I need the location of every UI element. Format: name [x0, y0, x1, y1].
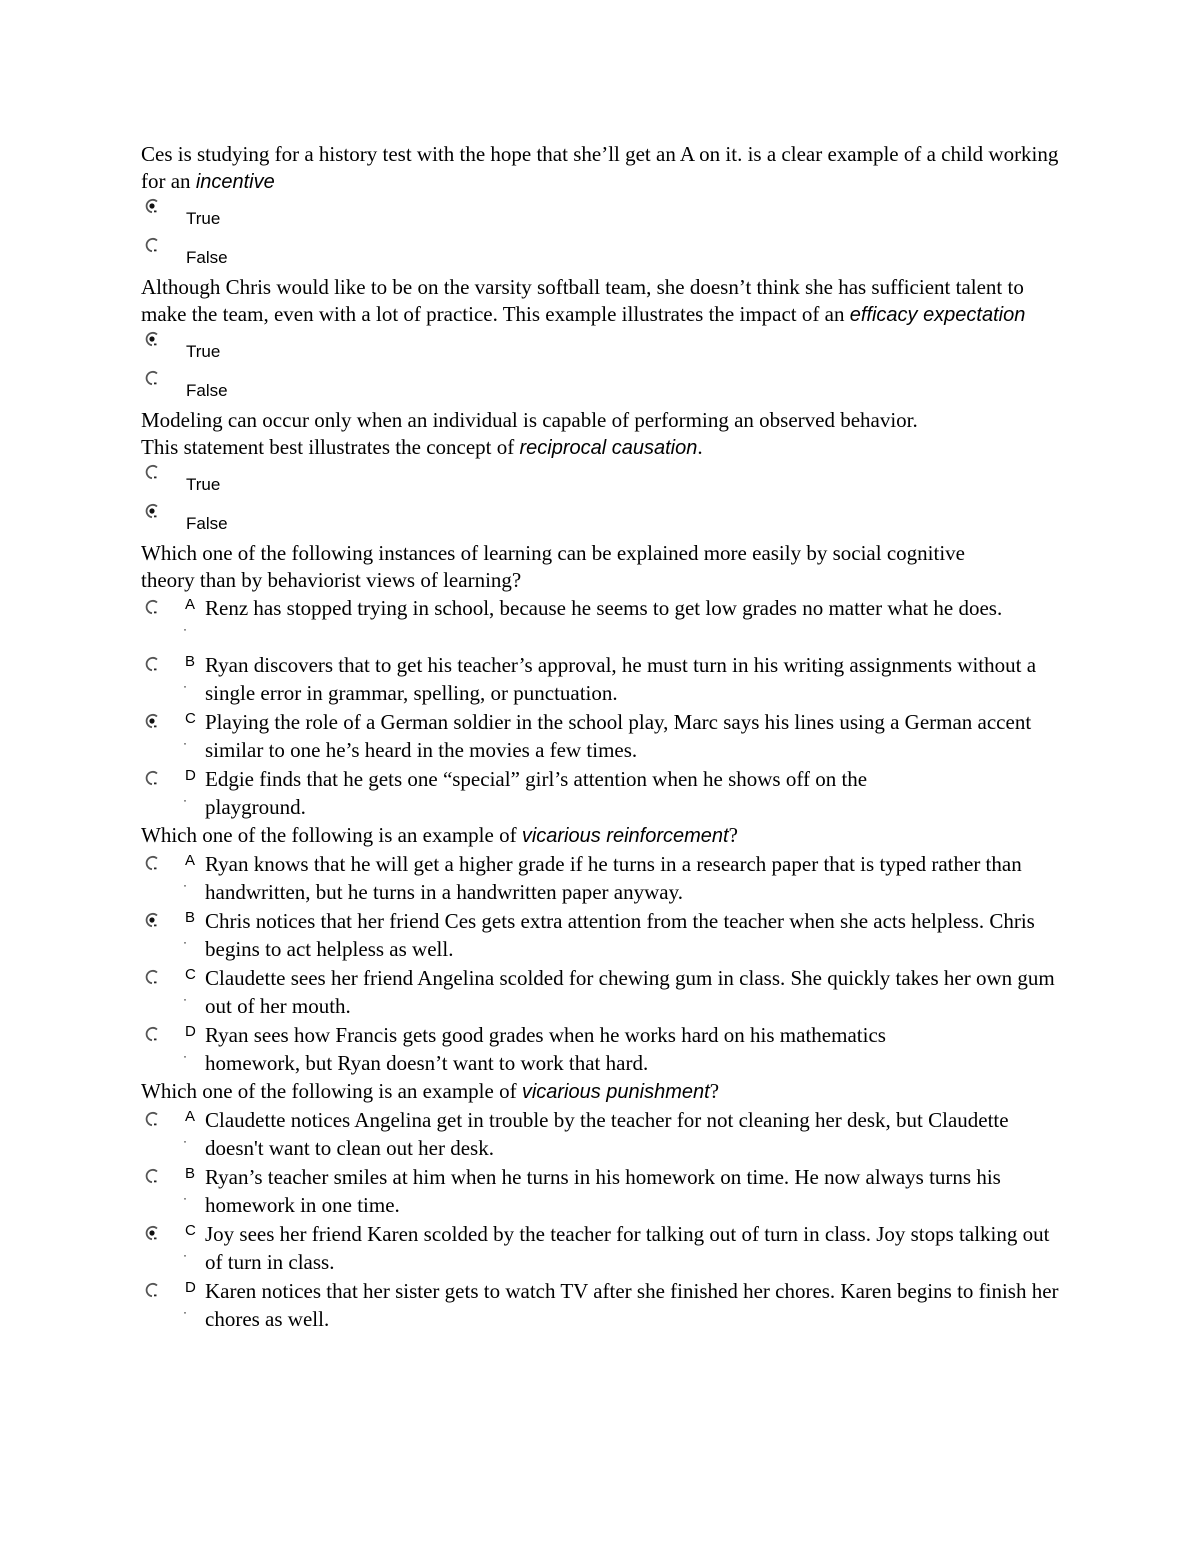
- option-c[interactable]: [141, 964, 1061, 1020]
- question-4: [141, 540, 1061, 821]
- option-d[interactable]: [141, 765, 1061, 821]
- question-text: [141, 274, 1061, 329]
- question-stem: Ces is studying for a history test with the hope that she’ll get an A on it. is a clear example of a child working for an: [141, 142, 1059, 193]
- option-true[interactable]: [141, 329, 1061, 368]
- option-false[interactable]: [141, 501, 1061, 540]
- option-label: True: [186, 475, 221, 494]
- radio-button-icon[interactable]: [143, 330, 161, 348]
- question-stem-end: .: [697, 435, 703, 459]
- option-letter: D: [185, 1023, 196, 1040]
- radio-button-icon[interactable]: [143, 1025, 161, 1043]
- radio-button-icon[interactable]: [143, 369, 161, 387]
- option-text: Joy sees her friend Karen scolded by the teacher for talking out of turn in class. Joy stops talking out of turn in class.: [205, 1222, 1050, 1274]
- option-text: Playing the role of a German soldier in the school play, Marc says his lines using a German accent similar to one he’s heard in the movies a few times.: [205, 710, 1032, 762]
- radio-button-icon[interactable]: [143, 655, 161, 673]
- option-false[interactable]: [141, 235, 1061, 274]
- option-marker: ·: [183, 1134, 187, 1148]
- option-text: Ryan discovers that to get his teacher’s approval, he must turn in his writing assignments without a single error in grammar, spelling, or punctuation.: [205, 653, 1037, 705]
- option-d[interactable]: [141, 1277, 1061, 1333]
- radio-button-icon[interactable]: [143, 769, 161, 787]
- option-b[interactable]: [141, 651, 1061, 707]
- option-marker: ·: [183, 622, 187, 636]
- option-a[interactable]: [141, 850, 1061, 906]
- option-label: False: [186, 248, 228, 267]
- question-6: [141, 1078, 1061, 1333]
- radio-button-icon[interactable]: [143, 1281, 161, 1299]
- option-marker: ·: [183, 935, 187, 949]
- option-c[interactable]: [141, 708, 1061, 764]
- option-text: Edgie finds that he gets one “special” girl’s attention when he shows off on the playground.: [205, 767, 868, 819]
- option-label: False: [186, 381, 228, 400]
- question-stem: Which one of the following is an example of: [141, 1079, 522, 1103]
- option-text: Ryan’s teacher smiles at him when he turns in his homework on time. He now always turns his homework in one time.: [205, 1165, 1001, 1217]
- option-marker: ·: [183, 793, 187, 807]
- radio-button-icon[interactable]: [143, 854, 161, 872]
- option-letter: C: [185, 710, 196, 727]
- radio-button-icon[interactable]: [143, 911, 161, 929]
- question-5: [141, 822, 1061, 1077]
- question-1: [141, 141, 1061, 274]
- radio-button-icon[interactable]: [143, 236, 161, 254]
- option-c[interactable]: [141, 1220, 1061, 1276]
- option-letter: B: [185, 653, 196, 670]
- option-label: True: [186, 209, 221, 228]
- radio-button-icon[interactable]: [143, 598, 161, 616]
- option-letter: D: [185, 1279, 196, 1296]
- radio-button-icon[interactable]: [143, 463, 161, 481]
- radio-button-icon[interactable]: [143, 502, 161, 520]
- option-letter: A: [185, 1108, 196, 1125]
- question-text: [141, 407, 931, 462]
- option-marker: ·: [183, 1191, 187, 1205]
- question-term: vicarious reinforcement: [521, 825, 729, 847]
- option-text: Karen notices that her sister gets to watch TV after she finished her chores. Karen begins to finish her chores as well.: [205, 1279, 1059, 1331]
- option-marker: ·: [183, 1248, 187, 1262]
- option-text: Ryan knows that he will get a higher grade if he turns in a research paper that is typed rather than handwritten, but he turns in a handwritten paper anyway.: [205, 852, 1022, 904]
- question-stem: Which one of the following is an example of: [141, 823, 522, 847]
- radio-button-icon[interactable]: [143, 968, 161, 986]
- option-letter: C: [185, 1222, 196, 1239]
- option-a[interactable]: [141, 1106, 1061, 1162]
- option-true[interactable]: [141, 196, 1061, 235]
- option-letter: D: [185, 767, 196, 784]
- question-stem: Although Chris would like to be on the varsity softball team, she doesn’t think she has sufficient talent to make the team, even with a lot of practice. This example illustrates the impact of an: [141, 275, 1024, 326]
- option-d[interactable]: [141, 1021, 1061, 1077]
- radio-button-icon[interactable]: [143, 1110, 161, 1128]
- option-text: Ryan sees how Francis gets good grades when he works hard on his mathematics homework, but Ryan doesn’t want to work that hard.: [205, 1023, 886, 1075]
- question-2: [141, 274, 1061, 407]
- question-text: [141, 1078, 1061, 1106]
- radio-button-icon[interactable]: [143, 1224, 161, 1242]
- question-stem: Which one of the following instances of learning can be explained more easily by social cognitive theory than by behaviorist views of learning?: [141, 541, 965, 592]
- option-marker: ·: [183, 1305, 187, 1319]
- question-text: [141, 141, 1061, 196]
- radio-button-icon[interactable]: [143, 1167, 161, 1185]
- question-stem: Modeling can occur only when an individual is capable of performing an observed behavior. This statement best illustrates the concept of: [141, 408, 918, 459]
- option-letter: A: [185, 852, 196, 869]
- option-b[interactable]: [141, 907, 1061, 963]
- question-text: [141, 540, 981, 594]
- quiz-page: [141, 141, 1061, 1334]
- option-text: Claudette notices Angelina get in trouble by the teacher for not cleaning her desk, but Claudette doesn't want to clean out her desk.: [205, 1108, 1009, 1160]
- radio-button-icon[interactable]: [143, 712, 161, 730]
- option-marker: ·: [183, 736, 187, 750]
- question-text: [141, 822, 1061, 850]
- radio-button-icon[interactable]: [143, 197, 161, 215]
- option-marker: ·: [183, 992, 187, 1006]
- option-marker: ·: [183, 1049, 187, 1063]
- option-label: False: [186, 514, 228, 533]
- option-letter: B: [185, 909, 196, 926]
- option-letter: A: [185, 596, 196, 613]
- option-marker: ·: [183, 878, 187, 892]
- option-b[interactable]: [141, 1163, 1061, 1219]
- option-a[interactable]: [141, 594, 1061, 650]
- question-stem-end: ?: [728, 823, 738, 847]
- question-3: [141, 407, 1061, 540]
- option-letter: B: [185, 1165, 196, 1182]
- option-label: True: [186, 342, 221, 361]
- option-text: Renz has stopped trying in school, because he seems to get low grades no matter what he does.: [205, 596, 1003, 620]
- question-term: incentive: [195, 171, 275, 193]
- option-false[interactable]: [141, 368, 1061, 407]
- option-text: Chris notices that her friend Ces gets extra attention from the teacher when she acts helpless. Chris begins to act helpless as well.: [205, 909, 1035, 961]
- option-marker: ·: [183, 679, 187, 693]
- option-text: Claudette sees her friend Angelina scolded for chewing gum in class. She quickly takes her own gum out of her mouth.: [205, 966, 1055, 1018]
- question-stem-end: ?: [709, 1079, 720, 1103]
- question-term: reciprocal causation: [519, 437, 698, 459]
- option-letter: C: [185, 966, 196, 983]
- option-true[interactable]: [141, 462, 1061, 501]
- question-term: efficacy expectation: [849, 304, 1026, 326]
- question-term: vicarious punishment: [521, 1081, 710, 1103]
